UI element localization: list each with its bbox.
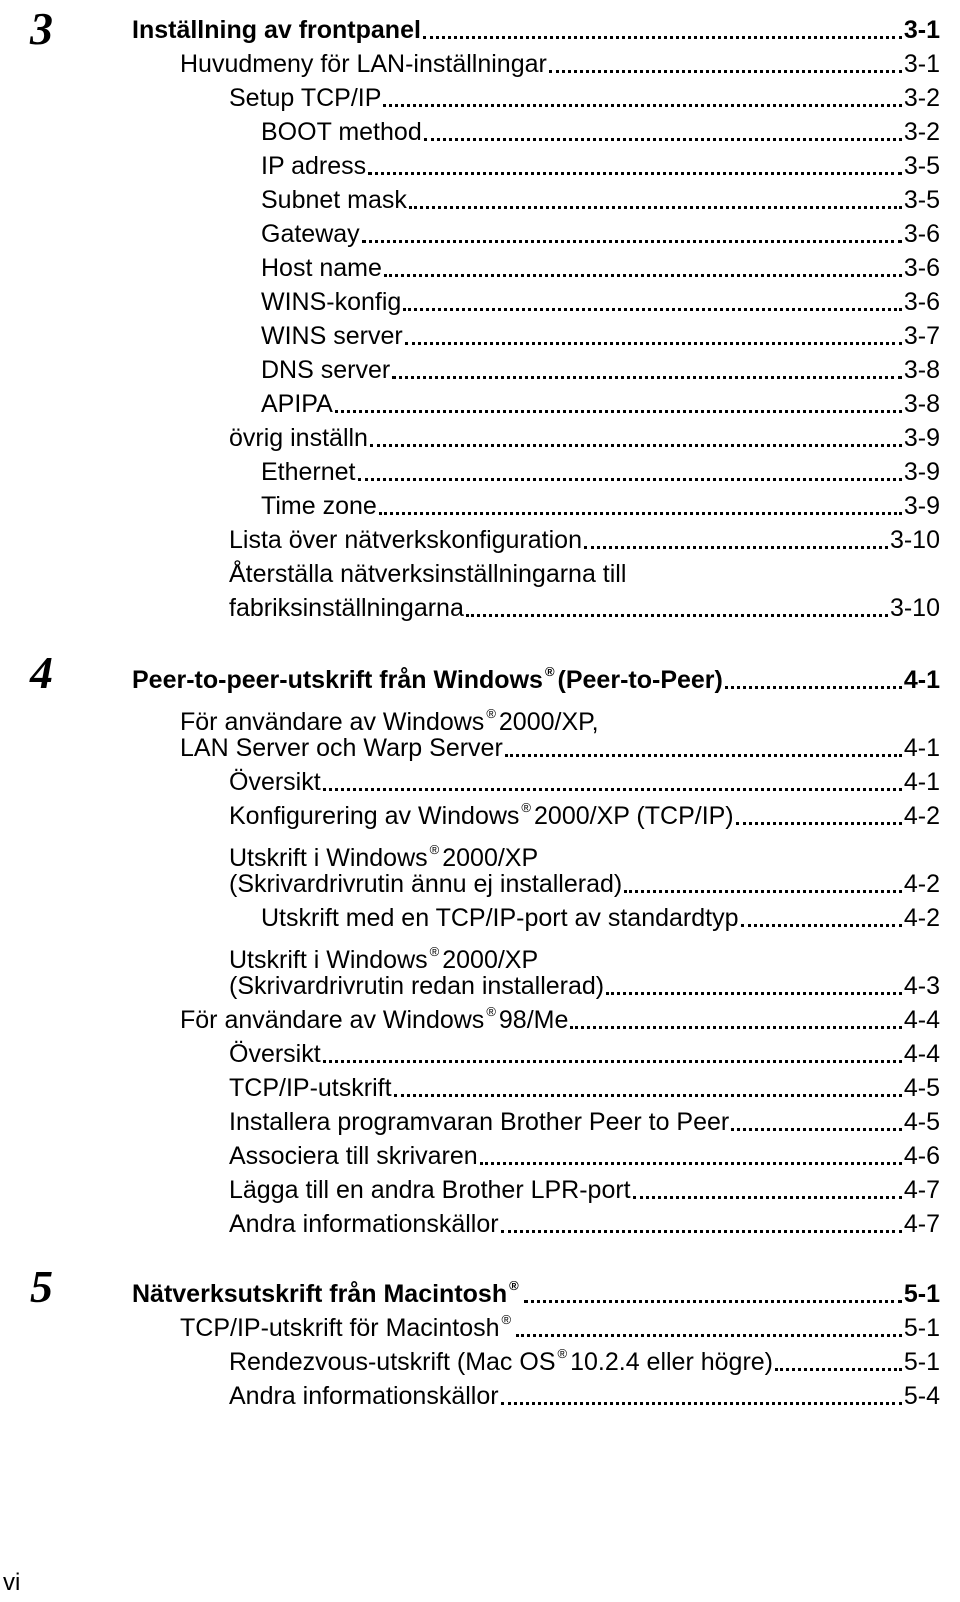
- toc-label: [180, 995, 568, 1037]
- toc-page-number: 5-1: [903, 1348, 940, 1376]
- toc-page-number: 4-3: [903, 972, 940, 1000]
- toc-page-number: 4-4: [903, 1006, 940, 1034]
- toc-label: DNS server: [261, 356, 391, 384]
- dot-leader: [736, 822, 902, 825]
- dot-leader: [501, 1402, 902, 1405]
- toc-label: IP adress: [261, 152, 367, 180]
- registered-mark: ®: [486, 706, 496, 721]
- toc-page-number: 3-9: [903, 424, 940, 452]
- toc-page-number: 3-8: [903, 390, 940, 418]
- registered-mark: ®: [501, 1312, 512, 1327]
- toc-label: (Skrivardrivrutin redan installerad): [229, 972, 605, 1000]
- toc-label: BOOT method: [261, 118, 422, 146]
- dot-leader: [424, 138, 902, 141]
- toc-label: Lägga till en andra Brother LPR-port: [229, 1176, 631, 1204]
- toc-label: Andra informationskällor: [229, 1210, 499, 1238]
- dot-leader: [775, 1368, 902, 1371]
- toc-label: Översikt: [229, 1040, 321, 1068]
- toc-entry[interactable]: [261, 183, 940, 217]
- toc-page-number: 3-10: [889, 526, 940, 554]
- dot-leader: [501, 1230, 902, 1233]
- dot-leader: [731, 1128, 902, 1131]
- dot-leader: [394, 1094, 902, 1097]
- toc-label-part: 98/Me: [498, 1006, 569, 1034]
- toc-label: Installera programvaran Brother Peer to Peer: [229, 1108, 730, 1136]
- dot-leader: [368, 172, 902, 175]
- dot-leader: [358, 478, 902, 481]
- dot-leader: [384, 274, 902, 277]
- dot-leader: [335, 410, 902, 413]
- toc-page-number: 4-1: [903, 734, 940, 762]
- toc-page-number: 4-5: [903, 1074, 940, 1102]
- toc-entry[interactable]: [229, 1105, 940, 1139]
- toc-label-part: (Peer-to-Peer): [557, 666, 723, 694]
- toc-label-part: Konfigurering av Windows: [229, 802, 520, 830]
- toc-entry[interactable]: [261, 285, 940, 319]
- dot-leader: [633, 1196, 902, 1199]
- toc-page-number: 4-6: [903, 1142, 940, 1170]
- toc-page-number: 3-5: [903, 186, 940, 214]
- toc-entry[interactable]: [261, 901, 940, 935]
- toc-label-part: Utskrift i Windows: [229, 844, 428, 872]
- registered-mark: ®: [544, 664, 555, 679]
- registered-mark: ®: [557, 1346, 568, 1361]
- chapter-number: 4: [30, 647, 53, 698]
- toc-entry[interactable]: [229, 1071, 940, 1105]
- toc-label: Subnet mask: [261, 186, 407, 214]
- toc-label: Utskrift med en TCP/IP-port av standardtyp: [261, 904, 739, 932]
- toc-page-number: 4-7: [903, 1210, 940, 1238]
- toc-label: Inställning av frontpanel: [132, 16, 421, 44]
- toc-label-part: 2000/XP,: [498, 708, 599, 736]
- toc-label-part: Peer-to-peer-utskrift från Windows: [132, 666, 543, 694]
- chapter-number: 3: [30, 3, 53, 54]
- dot-leader: [323, 1060, 902, 1063]
- toc-page-number: 4-2: [903, 870, 940, 898]
- dot-leader: [584, 546, 888, 549]
- toc-label: Gateway: [261, 220, 360, 248]
- dot-leader: [549, 70, 902, 73]
- toc-page-number: 3-6: [903, 254, 940, 282]
- toc-entry[interactable]: [229, 421, 940, 455]
- toc-label: [229, 1337, 773, 1379]
- toc-page-number: 3-2: [903, 118, 940, 146]
- toc-page-number: 3-9: [903, 492, 940, 520]
- toc-entry[interactable]: [261, 149, 940, 183]
- toc-entry[interactable]: [261, 319, 940, 353]
- toc-label: LAN Server och Warp Server: [180, 734, 503, 762]
- dot-leader: [392, 376, 902, 379]
- toc-label: TCP/IP-utskrift: [229, 1074, 392, 1102]
- dot-leader: [383, 104, 901, 107]
- toc-entry[interactable]: [229, 1345, 940, 1379]
- toc-entry-first-line[interactable]: [229, 833, 539, 872]
- toc-page-number: 5-1: [903, 1280, 940, 1308]
- chapter-number: 5: [30, 1261, 53, 1312]
- toc-page-number: 3-2: [903, 84, 940, 112]
- toc-page-number: 3-7: [903, 322, 940, 350]
- dot-leader: [362, 240, 902, 243]
- toc-label-part: TCP/IP-utskrift för Macintosh: [180, 1314, 500, 1342]
- toc-page-number: 4-4: [903, 1040, 940, 1068]
- toc-entry[interactable]: [229, 1379, 940, 1413]
- page-footer-number: vi: [3, 1569, 21, 1596]
- toc-page-number: 3-5: [903, 152, 940, 180]
- toc-label-part: För användare av Windows: [180, 1006, 485, 1034]
- toc-entry[interactable]: [229, 1139, 940, 1173]
- toc-page-number: 4-1: [903, 666, 940, 694]
- toc-page-number: 4-7: [903, 1176, 940, 1204]
- toc-entry[interactable]: [229, 1207, 940, 1241]
- registered-mark: ®: [486, 1004, 496, 1019]
- toc-label: fabriksinställningarna: [229, 594, 464, 622]
- toc-page-number: 3-9: [903, 458, 940, 486]
- toc-entry[interactable]: [261, 489, 940, 523]
- toc-page-number: 3-1: [903, 16, 940, 44]
- toc-label: övrig inställn: [229, 424, 368, 452]
- toc-label: Huvudmeny för LAN-inställningar: [180, 50, 547, 78]
- toc-label: Ethernet: [261, 458, 356, 486]
- toc-label: Host name: [261, 254, 382, 282]
- dot-leader: [423, 36, 902, 39]
- toc-entry[interactable]: [261, 217, 940, 251]
- toc-label-part: Utskrift i Windows: [229, 946, 428, 974]
- toc-page-number: 4-1: [903, 768, 940, 796]
- toc-entry[interactable]: [229, 799, 940, 833]
- toc-page-number: 4-2: [903, 802, 940, 830]
- toc-label: APIPA: [261, 390, 333, 418]
- toc-label: Time zone: [261, 492, 377, 520]
- toc-label-part: 2000/XP (TCP/IP): [534, 802, 734, 830]
- toc-page-number: 5-1: [903, 1314, 940, 1342]
- dot-leader: [466, 614, 888, 617]
- dot-leader: [505, 754, 902, 757]
- dot-leader: [524, 1300, 902, 1303]
- dot-leader: [370, 444, 902, 447]
- toc-entry[interactable]: [180, 731, 940, 765]
- toc-page-number: 4-5: [903, 1108, 940, 1136]
- toc-entry[interactable]: [229, 81, 940, 115]
- toc-page-number: 3-8: [903, 356, 940, 384]
- toc-chapter-heading[interactable]: [132, 663, 940, 697]
- toc-label: [229, 791, 734, 833]
- toc-label: Associera till skrivaren: [229, 1142, 478, 1170]
- dot-leader: [403, 308, 902, 311]
- registered-mark: ®: [429, 944, 440, 959]
- toc-entry[interactable]: [261, 251, 940, 285]
- toc-label-part: Rendezvous-utskrift (Mac OS: [229, 1348, 556, 1376]
- registered-mark: ®: [429, 842, 440, 857]
- toc-label-part: 2000/XP: [442, 946, 539, 974]
- dot-leader: [570, 1026, 901, 1029]
- dot-leader: [624, 890, 902, 893]
- toc-page-number: 5-4: [903, 1382, 940, 1410]
- registered-mark: ®: [521, 800, 532, 815]
- toc-entry-first-line[interactable]: [180, 697, 599, 736]
- toc-page-number: 3-1: [903, 50, 940, 78]
- toc-entry[interactable]: [180, 1003, 940, 1037]
- dot-leader: [409, 206, 902, 209]
- toc-label: Översikt: [229, 768, 321, 796]
- toc-label: WINS server: [261, 322, 403, 350]
- dot-leader: [480, 1162, 902, 1165]
- toc-entry[interactable]: [229, 1037, 940, 1071]
- toc-page-number: 4-2: [903, 904, 940, 932]
- toc-entry[interactable]: [180, 47, 940, 81]
- toc-label-part: Nätverksutskrift från Macintosh: [132, 1280, 508, 1308]
- toc-entry-first-line[interactable]: Återställa nätverksinställningarna till: [229, 560, 627, 588]
- toc-label: Andra informationskällor: [229, 1382, 499, 1410]
- toc-label-part: 10.2.4 eller högre): [570, 1348, 773, 1376]
- toc-entry[interactable]: [261, 353, 940, 387]
- toc-label: (Skrivardrivrutin ännu ej installerad): [229, 870, 623, 898]
- toc-entry[interactable]: [261, 115, 940, 149]
- toc-label: Lista över nätverkskonfiguration: [229, 526, 582, 554]
- toc-entry[interactable]: [229, 867, 940, 901]
- toc-entry[interactable]: [229, 591, 940, 625]
- toc-label: WINS-konfig: [261, 288, 402, 316]
- dot-leader: [606, 992, 902, 995]
- toc-label-part: För användare av Windows: [180, 708, 485, 736]
- toc-page-number: 3-6: [903, 220, 940, 248]
- dot-leader: [379, 512, 902, 515]
- dot-leader: [741, 924, 902, 927]
- registered-mark: ®: [509, 1278, 519, 1293]
- toc-label: [132, 655, 723, 697]
- toc-entry[interactable]: [229, 1173, 940, 1207]
- toc-entry[interactable]: [261, 455, 940, 489]
- toc-page-number: 3-10: [889, 594, 940, 622]
- dot-leader: [405, 342, 902, 345]
- toc-entry-first-line[interactable]: [229, 935, 539, 974]
- dot-leader: [725, 686, 902, 689]
- toc-label: Setup TCP/IP: [229, 84, 382, 112]
- toc-entry[interactable]: [261, 387, 940, 421]
- toc-page-number: 3-6: [903, 288, 940, 316]
- toc-entry[interactable]: [229, 523, 940, 557]
- toc-chapter-heading[interactable]: [132, 13, 940, 47]
- toc-label-part: 2000/XP: [442, 844, 539, 872]
